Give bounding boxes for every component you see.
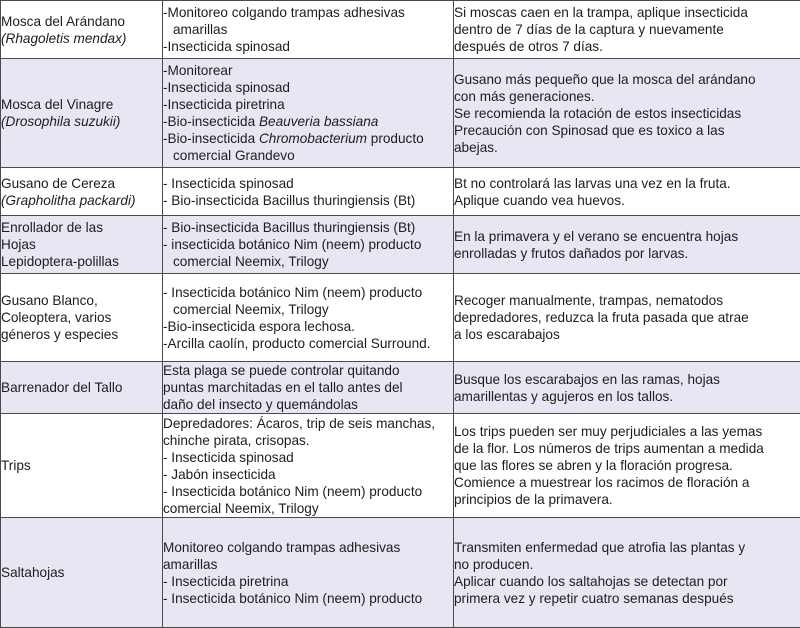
table-body xyxy=(1,1,800,628)
table-row xyxy=(1,216,800,274)
text-segment: dentro de 7 días de la captura y nuevamente xyxy=(454,22,724,37)
note-line xyxy=(454,245,800,262)
note-line xyxy=(454,440,800,457)
control-method-line xyxy=(163,573,453,590)
control-method-line xyxy=(163,38,453,55)
text-segment: Gusano más pequeño que la mosca del arándano xyxy=(454,72,756,87)
text-segment: -Bio-insecticida xyxy=(163,114,259,129)
text-segment: de la flor. Los números de trips aumentan a medida xyxy=(454,441,764,456)
text-segment: producto xyxy=(367,131,424,146)
text-segment: amarillas xyxy=(173,22,227,37)
control-method-line xyxy=(163,96,453,113)
text-segment: Esta plaga se puede controlar quitando xyxy=(163,363,400,378)
text-segment: -Monitorear xyxy=(163,63,233,78)
note-line xyxy=(454,192,800,209)
control-method-line xyxy=(163,175,453,192)
pest-name-line xyxy=(1,379,162,396)
text-segment: Gusano de Cereza xyxy=(1,176,115,191)
control-method-line xyxy=(163,79,453,96)
table-row xyxy=(1,274,800,362)
text-segment: depredadores, reduzca la fruta pasada que atrae xyxy=(454,310,749,325)
control-methods-cell xyxy=(163,1,454,59)
text-segment: no producen. xyxy=(454,557,533,572)
control-method-line xyxy=(163,62,453,79)
text-segment: comercial Neemix, Trilogy xyxy=(163,501,319,516)
text-segment: amarillentas y agujeros en los tallos. xyxy=(454,389,673,404)
text-segment: - Insecticida spinosad xyxy=(163,450,294,465)
note-line xyxy=(454,292,800,309)
text-segment: -Bio-insecticida xyxy=(163,131,259,146)
text-segment: Comience a muestrear los racimos de floración a xyxy=(454,475,749,490)
text-segment: Gusano Blanco, xyxy=(1,293,98,308)
pest-name-cell xyxy=(1,518,163,628)
note-line xyxy=(454,457,800,474)
text-segment: Trips xyxy=(1,458,31,473)
scientific-name-text: (Drosophila suzukii) xyxy=(1,114,120,129)
pest-name-line xyxy=(1,192,162,209)
text-segment: a los escarabajos xyxy=(454,327,560,342)
text-segment: Los trips pueden ser muy perjudiciales a las yemas xyxy=(454,424,762,439)
control-method-line xyxy=(163,301,453,318)
control-methods-cell xyxy=(163,274,454,362)
pest-name-cell xyxy=(1,168,163,216)
note-line xyxy=(454,573,800,590)
control-method-line xyxy=(163,219,453,236)
text-segment: Bt no controlará las larvas una vez en la fruta. xyxy=(454,176,731,191)
pest-name-line xyxy=(1,253,162,270)
text-segment: - Bio-insecticida Bacillus thuringiensis (Bt) xyxy=(163,220,415,235)
text-segment: que las flores se abren y la floración progresa. xyxy=(454,458,733,473)
control-method-line xyxy=(163,335,453,352)
text-segment: Aplicar cuando los saltahojas se detectan por xyxy=(454,574,728,589)
note-line xyxy=(454,88,800,105)
notes-cell xyxy=(454,414,800,518)
control-method-line xyxy=(163,21,453,38)
table-row xyxy=(1,414,800,518)
control-method-line xyxy=(163,253,453,270)
pest-name-line xyxy=(1,326,162,343)
note-line xyxy=(454,326,800,343)
text-segment: Mosca del Arándano xyxy=(1,14,125,29)
pest-name-line xyxy=(1,219,162,236)
control-methods-cell xyxy=(163,518,454,628)
table-row xyxy=(1,1,800,59)
control-method-line xyxy=(163,590,453,607)
note-line xyxy=(454,38,800,55)
control-method-line xyxy=(163,449,453,466)
control-method-line xyxy=(163,147,453,164)
pest-name-line xyxy=(1,30,162,47)
control-methods-cell xyxy=(163,59,454,168)
text-segment: principios de la primavera. xyxy=(454,492,613,507)
text-segment: -Monitoreo colgando trampas adhesivas xyxy=(163,5,405,20)
note-line xyxy=(454,371,800,388)
text-segment: Recoger manualmente, trampas, nematodos xyxy=(454,293,723,308)
note-line xyxy=(454,590,800,607)
control-method-line xyxy=(163,4,453,21)
control-methods-cell xyxy=(163,414,454,518)
control-methods-cell xyxy=(163,168,454,216)
text-segment: Hojas xyxy=(1,237,36,252)
text-segment: Saltahojas xyxy=(1,565,64,580)
pest-name-line xyxy=(1,292,162,309)
text-segment: Mosca del Vinagre xyxy=(1,97,113,112)
pest-name-cell xyxy=(1,274,163,362)
control-method-line xyxy=(163,396,453,413)
scientific-name-text: (Rhagoletis mendax) xyxy=(1,31,126,46)
text-segment: Barrenador del Tallo xyxy=(1,380,122,395)
control-methods-cell xyxy=(163,362,454,414)
note-line xyxy=(454,122,800,139)
pest-name-cell xyxy=(1,414,163,518)
text-segment: enrolladas y frutos dañados por larvas. xyxy=(454,246,688,261)
text-segment: - Jabón insecticida xyxy=(163,467,276,482)
text-segment: chinche pirata, crisopas. xyxy=(163,433,310,448)
pest-name-line xyxy=(1,96,162,113)
control-method-line xyxy=(163,500,453,517)
note-line xyxy=(454,21,800,38)
scientific-name-text: Beauveria bassiana xyxy=(259,114,378,129)
note-line xyxy=(454,491,800,508)
text-segment: comercial Neemix, Trilogy xyxy=(173,302,329,317)
control-method-line xyxy=(163,466,453,483)
note-line xyxy=(454,105,800,122)
pest-name-line xyxy=(1,113,162,130)
note-line xyxy=(454,556,800,573)
notes-cell xyxy=(454,518,800,628)
notes-cell xyxy=(454,216,800,274)
text-segment: abejas. xyxy=(454,140,498,155)
text-segment: Si moscas caen en la trampa, aplique insecticida xyxy=(454,5,748,20)
notes-cell xyxy=(454,59,800,168)
note-line xyxy=(454,423,800,440)
text-segment: Transmiten enfermedad que atrofia las plantas y xyxy=(454,540,745,555)
note-line xyxy=(454,139,800,156)
control-method-line xyxy=(163,539,453,556)
control-method-line xyxy=(163,130,453,147)
text-segment: Enrollador de las xyxy=(1,220,103,235)
control-method-line xyxy=(163,284,453,301)
text-segment: -Insecticida spinosad xyxy=(163,39,290,54)
control-method-line xyxy=(163,483,453,500)
table-row xyxy=(1,518,800,628)
text-segment: - Insecticida piretrina xyxy=(163,574,288,589)
pest-name-line xyxy=(1,457,162,474)
pest-name-cell xyxy=(1,59,163,168)
text-segment: Se recomienda la rotación de estos insecticidas xyxy=(454,106,741,121)
text-segment: Aplique cuando vea huevos. xyxy=(454,193,625,208)
text-segment: -Insecticida piretrina xyxy=(163,97,285,112)
text-segment: después de otros 7 días. xyxy=(454,39,603,54)
text-segment: Precaución con Spinosad que es toxico a las xyxy=(454,123,725,138)
control-method-line xyxy=(163,556,453,573)
text-segment: comercial Neemix, Trilogy xyxy=(173,254,329,269)
pest-name-cell xyxy=(1,362,163,414)
control-method-line xyxy=(163,192,453,209)
pest-name-cell xyxy=(1,1,163,59)
text-segment: amarillas xyxy=(163,557,217,572)
scientific-name-text: Chromobacterium xyxy=(259,131,367,146)
text-segment: - Insecticida botánico Nim (neem) producto xyxy=(163,591,422,606)
note-line xyxy=(454,71,800,88)
control-methods-cell xyxy=(163,216,454,274)
scientific-name-text: (Grapholitha packardi) xyxy=(1,193,136,208)
pest-name-line xyxy=(1,564,162,581)
text-segment: Coleoptera, varios xyxy=(1,310,111,325)
pest-name-line xyxy=(1,13,162,30)
control-method-line xyxy=(163,318,453,335)
table-row xyxy=(1,362,800,414)
text-segment: - Insecticida spinosad xyxy=(163,176,294,191)
control-method-line xyxy=(163,236,453,253)
control-method-line xyxy=(163,362,453,379)
notes-cell xyxy=(454,168,800,216)
control-method-line xyxy=(163,113,453,130)
note-line xyxy=(454,4,800,21)
text-segment: Busque los escarabajos en las ramas, hojas xyxy=(454,372,720,387)
control-method-line xyxy=(163,379,453,396)
text-segment: - Insecticida botánico Nim (neem) producto xyxy=(163,484,422,499)
note-line xyxy=(454,175,800,192)
text-segment: géneros y especies xyxy=(1,327,118,342)
text-segment: - Bio-insecticida Bacillus thuringiensis (Bt) xyxy=(163,193,415,208)
text-segment: -Arcilla caolín, producto comercial Surround. xyxy=(163,336,430,351)
notes-cell xyxy=(454,1,800,59)
text-segment: - insecticida botánico Nim (neem) producto xyxy=(163,237,421,252)
control-method-line xyxy=(163,432,453,449)
table-row xyxy=(1,168,800,216)
text-segment: con más generaciones. xyxy=(454,89,595,104)
note-line xyxy=(454,539,800,556)
text-segment: Monitoreo colgando trampas adhesivas xyxy=(163,540,400,555)
pest-name-line xyxy=(1,309,162,326)
pest-name-line xyxy=(1,175,162,192)
text-segment: -Insecticida spinosad xyxy=(163,80,290,95)
notes-cell xyxy=(454,274,800,362)
text-segment: Depredadores: Ácaros, trip de seis manchas, xyxy=(163,416,435,431)
note-line xyxy=(454,388,800,405)
text-segment: -Bio-insecticida espora lechosa. xyxy=(163,319,355,334)
notes-cell xyxy=(454,362,800,414)
table-row xyxy=(1,59,800,168)
text-segment: - Insecticida botánico Nim (neem) producto xyxy=(163,285,422,300)
text-segment: primera vez y repetir cuatro semanas después xyxy=(454,591,734,606)
text-segment: Lepidoptera-polillas xyxy=(1,254,119,269)
pest-name-line xyxy=(1,236,162,253)
text-segment: puntas marchitadas en el tallo antes del xyxy=(163,380,403,395)
text-segment: daño del insecto y quemándolas xyxy=(163,397,358,412)
control-method-line xyxy=(163,415,453,432)
note-line xyxy=(454,474,800,491)
note-line xyxy=(454,309,800,326)
text-segment: En la primavera y el verano se encuentra hojas xyxy=(454,229,738,244)
text-segment: comercial Grandevo xyxy=(173,148,295,163)
note-line xyxy=(454,228,800,245)
pest-name-cell xyxy=(1,216,163,274)
